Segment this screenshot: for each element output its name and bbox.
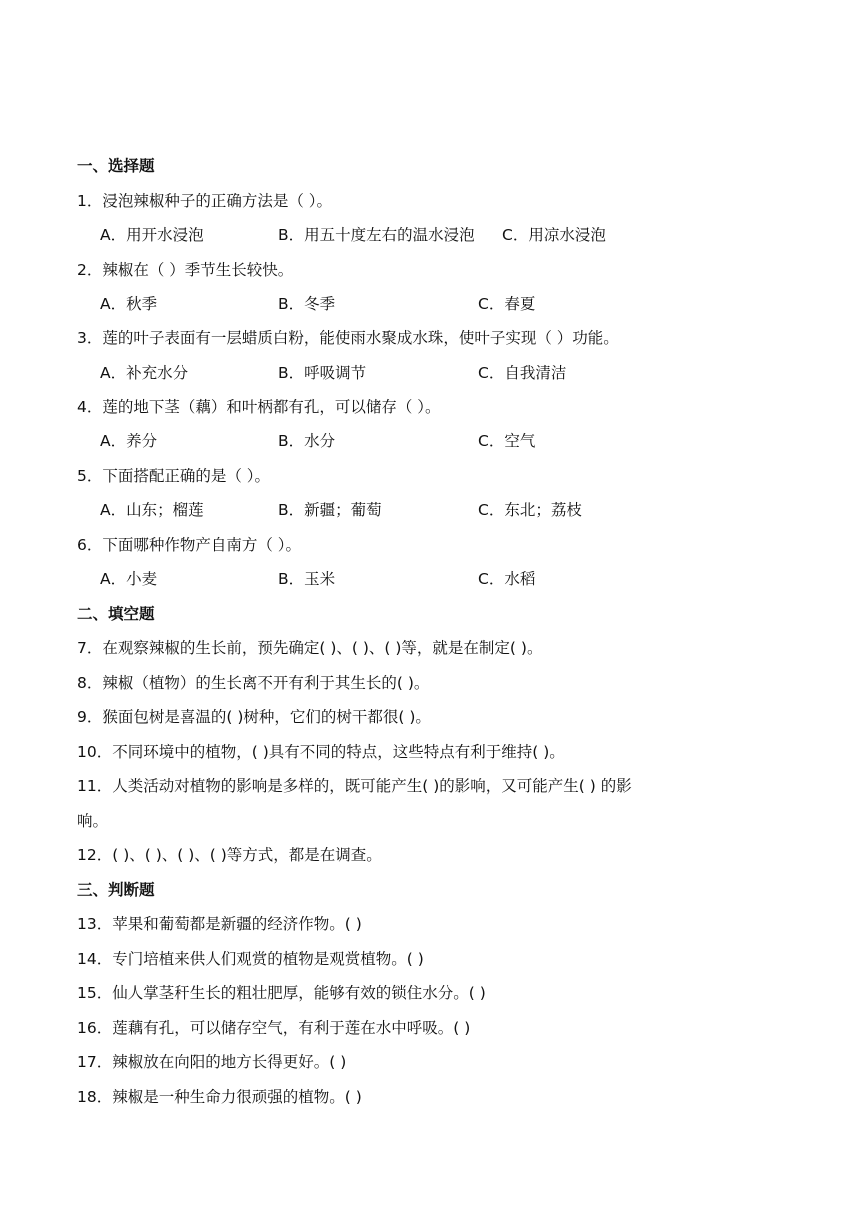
question-10: 10．不同环境中的植物，( )具有不同的特点，这些特点有利于维持( )。 — [77, 743, 565, 761]
option-2b: B．冬季 — [278, 295, 336, 313]
option-6c: C．水稻 — [478, 570, 536, 588]
question-15: 15．仙人掌茎秆生长的粗壮肥厚，能够有效的锁住水分。( ) — [77, 984, 486, 1002]
question-9: 9．猴面包树是喜温的( )树种，它们的树干都很( )。 — [77, 708, 431, 726]
question-11-continued: 响。 — [77, 812, 109, 830]
question-17: 17．辣椒放在向阳的地方长得更好。( ) — [77, 1053, 347, 1071]
option-3c: C．自我清洁 — [478, 364, 567, 382]
question-12: 12．( )、( )、( )、( )等方式，都是在调查。 — [77, 846, 382, 864]
section-heading-fill: 二、填空题 — [77, 605, 155, 623]
option-5b: B．新疆；葡萄 — [278, 501, 382, 519]
option-5a: A．山东；榴莲 — [100, 501, 204, 519]
option-6b: B．玉米 — [278, 570, 336, 588]
option-3b: B．呼吸调节 — [278, 364, 367, 382]
question-18: 18．辣椒是一种生命力很顽强的植物。( ) — [77, 1088, 362, 1106]
option-1b: B．用五十度左右的温水浸泡 — [278, 226, 475, 244]
question-4: 4．莲的地下茎（藕）和叶柄都有孔，可以储存（ ）。 — [77, 398, 441, 416]
section-heading-choice: 一、选择题 — [77, 157, 155, 175]
question-11: 11．人类活动对植物的影响是多样的，既可能产生( )的影响，又可能产生( ) 的影 — [77, 777, 632, 795]
option-2c: C．春夏 — [478, 295, 536, 313]
question-5: 5．下面搭配正确的是（ ）。 — [77, 467, 271, 485]
question-1: 1．浸泡辣椒种子的正确方法是（ ）。 — [77, 192, 333, 210]
option-5c: C．东北；荔枝 — [478, 501, 582, 519]
option-2a: A．秋季 — [100, 295, 158, 313]
question-7: 7．在观察辣椒的生长前，预先确定( )、( )、( )等，就是在制定( )。 — [77, 639, 543, 657]
option-4a: A．养分 — [100, 432, 158, 450]
option-3a: A．补充水分 — [100, 364, 189, 382]
section-heading-judge: 三、判断题 — [77, 881, 155, 899]
question-2: 2．辣椒在（ ）季节生长较快。 — [77, 261, 294, 279]
question-13: 13．苹果和葡萄都是新疆的经济作物。( ) — [77, 915, 362, 933]
option-1a: A．用开水浸泡 — [100, 226, 204, 244]
option-6a: A．小麦 — [100, 570, 158, 588]
option-4b: B．水分 — [278, 432, 336, 450]
option-4c: C．空气 — [478, 432, 536, 450]
option-1c: C．用凉水浸泡 — [502, 226, 606, 244]
question-3: 3．莲的叶子表面有一层蜡质白粉，能使雨水聚成水珠，使叶子实现（ ）功能。 — [77, 329, 619, 347]
question-14: 14．专门培植来供人们观赏的植物是观赏植物。( ) — [77, 950, 424, 968]
question-6: 6．下面哪种作物产自南方（ ）。 — [77, 536, 302, 554]
question-16: 16．莲藕有孔，可以储存空气，有利于莲在水中呼吸。( ) — [77, 1019, 471, 1037]
question-8: 8．辣椒（植物）的生长离不开有利于其生长的( )。 — [77, 674, 430, 692]
